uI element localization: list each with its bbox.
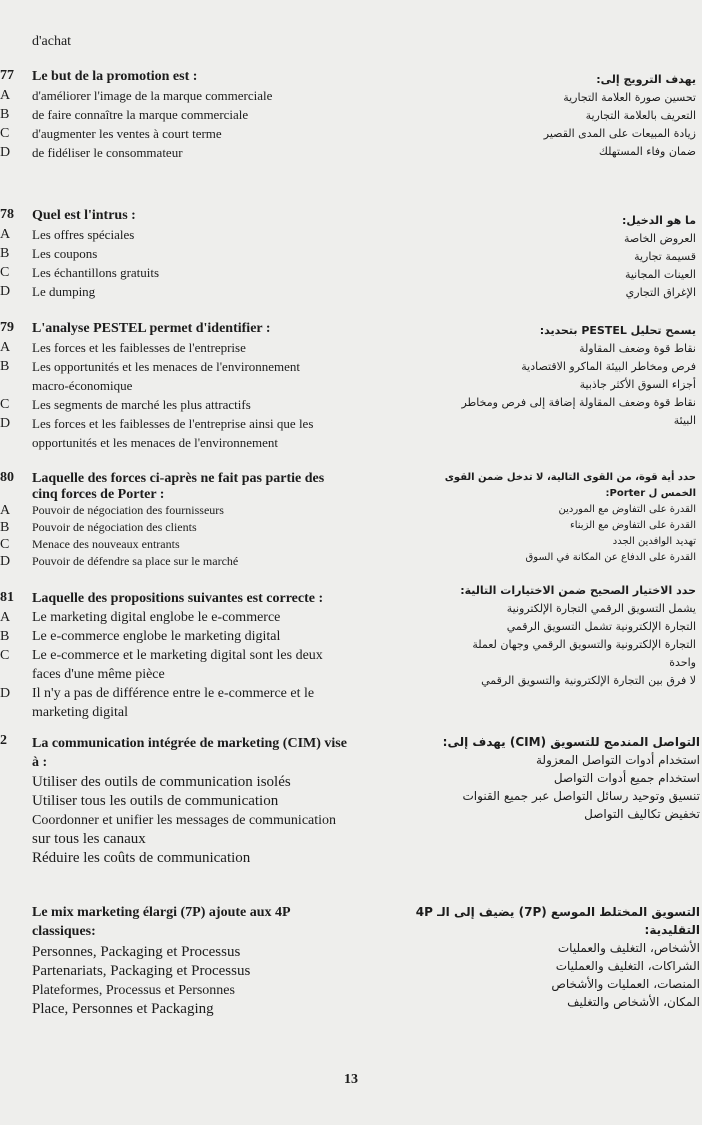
option-letter [0, 703, 26, 722]
title-line: Le mix marketing élargi (7P) ajoute aux 4P [32, 905, 291, 920]
title-line: Laquelle des forces ci-après ne fait pas partie des [32, 471, 325, 486]
option-letter: B [0, 520, 10, 535]
question-title-ar: يهدف الترويج إلى: [596, 73, 696, 86]
option-letter: B [0, 107, 10, 122]
carryover-text: d'achat [32, 34, 72, 49]
option-ar: لا فرق بين التجارة الإلكترونية والتسويق الرقمي [481, 674, 696, 687]
option-fr: Les échantillons gratuits [32, 265, 160, 280]
option-letter [0, 665, 26, 684]
option-fr: Plateformes, Processus et Personnes [32, 983, 235, 998]
option-fr: Les coupons [32, 246, 98, 261]
option-letter: D [0, 416, 11, 431]
question-title-fr: Quel est l'intrus : [32, 208, 136, 223]
option-letter: D [0, 145, 11, 160]
option-letter: B [0, 246, 10, 261]
option-fr: Utiliser des outils de communication isolés [32, 774, 291, 790]
question-block-ar [410, 733, 700, 823]
option-ar: القدرة على الدفاع عن المكانة في السوق [525, 552, 696, 563]
question-number: 2 [0, 733, 7, 748]
question-block-ar [406, 212, 696, 302]
option-fr: Le dumping [32, 284, 96, 299]
option-letter [0, 433, 26, 452]
option-fr: Réduire les coûts de communication [32, 850, 251, 866]
option-ar: قسيمة تجارية [634, 250, 696, 263]
option-ar: زيادة المبيعات على المدى القصير [543, 127, 696, 140]
question-title-ar: التواصل المندمج للتسويق (CIM) يهدف إلى: [442, 735, 700, 749]
question-title-ar: التسويق المختلط الموسع (7P) يضيف إلى الـ 4P [415, 905, 700, 919]
option-fr: de faire connaître la marque commerciale [32, 107, 249, 122]
option-ar: القدرة على التفاوض مع الزبناء [570, 520, 696, 531]
question-number: 79 [0, 320, 14, 335]
option-ar: تخفيض تكاليف التواصل [584, 807, 700, 821]
option-ar: ضمان وفاء المستهلك [598, 145, 696, 158]
question-block-ar [406, 322, 696, 430]
option-ar: تهديد الوافدين الجدد [612, 536, 696, 547]
option-letter: D [0, 686, 11, 701]
option-fr: Pouvoir de défendre sa place sur le marché [32, 554, 239, 568]
question-title-fr: Laquelle des propositions suivantes est correcte : [32, 591, 324, 606]
options-fr [32, 608, 402, 722]
title-line: à : [32, 755, 48, 770]
option-fr-continuation: marketing digital [32, 705, 129, 720]
question-block-ar [406, 71, 696, 161]
option-letter: A [0, 610, 11, 625]
question-title-ar-line2: الخمس ل Porter: [605, 488, 696, 499]
option-ar: استخدام جميع أدوات التواصل [553, 771, 700, 785]
question-title-fr: Le but de la promotion est : [32, 69, 198, 84]
option-ar: المنصات، العمليات والأشخاص [551, 977, 700, 991]
option-letter: B [0, 359, 10, 374]
option-fr: Les forces et les faiblesses de l'entreprise [32, 340, 246, 355]
option-fr: Partenariats, Packaging et Processus [32, 963, 251, 979]
option-letter: A [0, 503, 11, 518]
option-ar: القدرة على التفاوض مع الموردين [558, 504, 696, 515]
option-fr-continuation: macro-économique [32, 378, 133, 393]
question-title-ar-line2: التقليدية: [644, 923, 700, 937]
option-fr-continuation: sur tous les canaux [32, 831, 146, 847]
option-fr: Pouvoir de négociation des fournisseurs [32, 503, 224, 517]
option-ar: نقاط قوة وضعف المقاولة [579, 342, 696, 355]
question-title-fr [32, 471, 392, 503]
options-fr [32, 502, 402, 570]
question-block-ar [406, 470, 696, 566]
option-fr: Le e-commerce englobe le marketing digital [32, 629, 281, 644]
option-letters [0, 338, 26, 452]
option-ar: استخدام أدوات التواصل المعزولة [535, 753, 700, 767]
title-line: cinq forces de Porter : [32, 487, 165, 502]
options-fr [32, 943, 402, 1019]
question-title-ar: حدد أية قوة، من القوى التالية، لا تدخل ضمن القوى [444, 472, 696, 483]
option-letters [0, 608, 26, 722]
option-letter: B [0, 629, 10, 644]
option-fr-continuation: opportunités et les menaces de l'environnement [32, 435, 279, 450]
option-ar: العينات المجانية [624, 268, 696, 281]
option-ar: التعريف بالعلامة التجارية [585, 109, 696, 122]
option-fr: Personnes, Packaging et Processus [32, 944, 241, 960]
question-block-ar [410, 903, 700, 1011]
option-letter: C [0, 126, 10, 141]
option-fr-continuation: faces d'une même pièce [32, 667, 165, 682]
option-fr: Les forces et les faiblesses de l'entreprise ainsi que les [32, 416, 314, 431]
option-fr: Les segments de marché les plus attractifs [32, 397, 251, 412]
option-ar: تحسين صورة العلامة التجارية [563, 91, 696, 104]
question-title-ar: حدد الاختيار الصحيح ضمن الاختيارات التالية: [460, 584, 696, 597]
question-title-fr [32, 903, 392, 941]
question-number: 78 [0, 207, 14, 222]
option-ar: يشمل التسويق الرقمي التجارة الإلكترونية [506, 602, 696, 615]
title-line: La communication intégrée de marketing (CIM) vise [32, 736, 347, 751]
option-ar: المكان، الأشخاص والتغليف [567, 995, 700, 1009]
question-number: 81 [0, 590, 14, 605]
option-fr: Les offres spéciales [32, 227, 135, 242]
option-ar: التجارة الإلكترونية تشمل التسويق الرقمي [506, 620, 696, 633]
option-letter: A [0, 340, 11, 355]
option-fr: Il n'y a pas de différence entre le e-commerce et le [32, 686, 315, 701]
options-fr [32, 225, 402, 301]
option-ar-continuation: البيئة [673, 414, 696, 427]
option-fr: Menace des nouveaux entrants [32, 537, 180, 551]
question-number: 77 [0, 68, 14, 83]
option-letter: A [0, 227, 11, 242]
option-letter: A [0, 88, 11, 103]
option-letters [0, 502, 26, 570]
question-title-fr [32, 734, 392, 772]
option-letter [0, 376, 26, 395]
question-number: 80 [0, 470, 14, 485]
option-ar: العروض الخاصة [624, 232, 696, 245]
option-letter: C [0, 397, 10, 412]
option-ar: نقاط قوة وضعف المقاولة إضافة إلى فرص ومخاطر [461, 396, 696, 409]
option-letters [0, 86, 26, 162]
option-fr: de fidéliser le consommateur [32, 145, 183, 160]
option-fr: d'améliorer l'image de la marque commerciale [32, 88, 273, 103]
option-letter: D [0, 554, 11, 569]
option-fr: Utiliser tous les outils de communication [32, 793, 279, 809]
option-ar: تنسيق وتوحيد رسائل التواصل عبر جميع القنوات [462, 789, 700, 803]
option-fr: Les opportunités et les menaces de l'environnement [32, 359, 301, 374]
option-ar: الأشخاص، التغليف والعمليات [557, 941, 700, 955]
question-title-fr: L'analyse PESTEL permet d'identifier : [32, 321, 271, 336]
option-fr: Le marketing digital englobe le e-commerce [32, 610, 281, 625]
option-ar: الإغراق التجاري [625, 286, 696, 299]
option-ar: الشراكات، التغليف والعمليات [555, 959, 700, 973]
question-title-ar: يسمح تحليل PESTEL بتحديد: [539, 324, 696, 337]
option-ar: التجارة الإلكترونية والتسويق الرقمي وجهان لعملة [472, 638, 696, 651]
option-fr: Le e-commerce et le marketing digital sont les deux [32, 648, 323, 663]
title-line: classiques: [32, 924, 96, 939]
options-fr [32, 338, 402, 452]
option-letter: C [0, 537, 10, 552]
options-fr [32, 773, 402, 868]
option-letter: D [0, 284, 11, 299]
question-block-ar [406, 582, 696, 690]
option-fr: Place, Personnes et Packaging [32, 1001, 214, 1017]
option-ar: أجزاء السوق الأكثر جاذبية [579, 378, 696, 391]
page-number: 13 [344, 1072, 358, 1087]
option-fr: d'augmenter les ventes à court terme [32, 126, 222, 141]
question-title-ar: ما هو الدخيل: [621, 214, 696, 227]
option-letters [0, 225, 26, 301]
option-ar: فرص ومخاطر البيئة الماكرو الاقتصادية [521, 360, 696, 373]
options-fr [32, 86, 402, 162]
option-fr: Pouvoir de négociation des clients [32, 520, 197, 534]
option-letter: C [0, 265, 10, 280]
option-fr: Coordonner et unifier les messages de communication [32, 813, 337, 828]
option-letter: C [0, 648, 10, 663]
option-ar-continuation: واحدة [669, 656, 696, 669]
